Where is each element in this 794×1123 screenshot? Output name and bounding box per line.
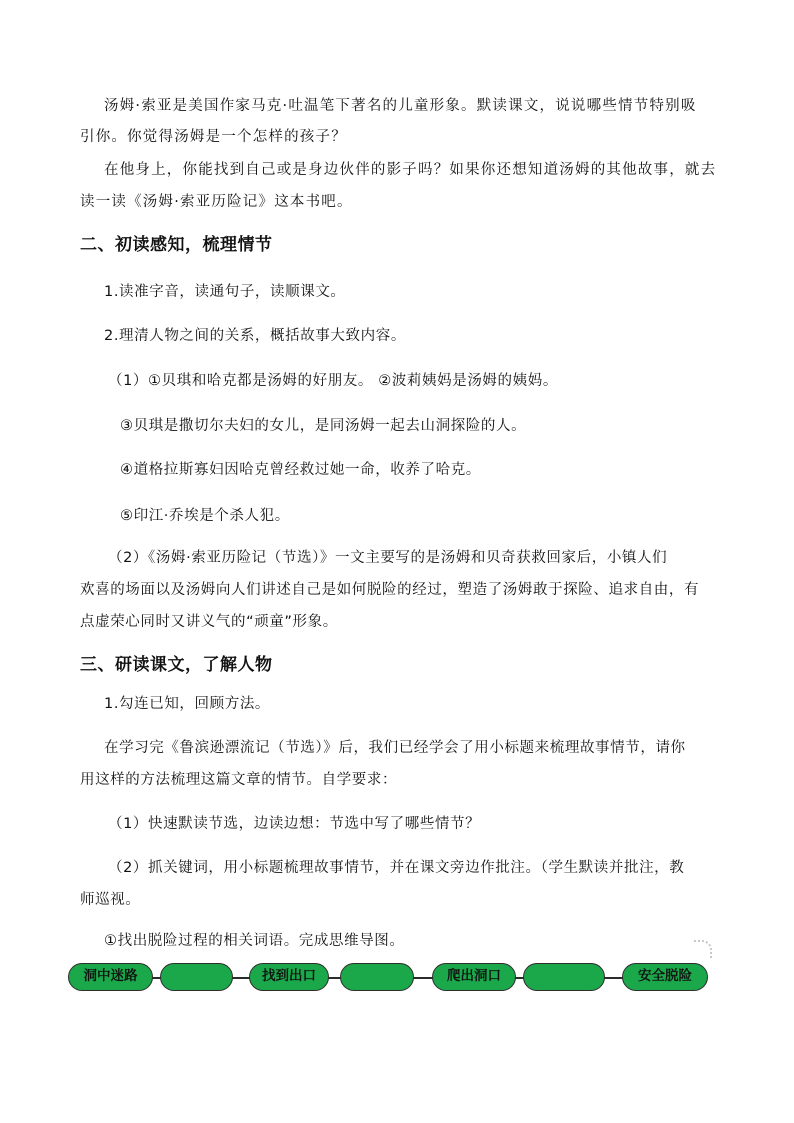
mindmap-node-blank-1[interactable] [160,963,233,991]
section2-item-2: 2.理清人物之间的关系，概括故事大致内容。 [104,328,406,344]
section2-item-1: 1.读准字音，读通句子，读顺课文。 [104,284,346,300]
mindmap-node-find-exit: 找到出口 [249,963,329,991]
requirement-2-line-1: （2）抓关键词，用小标题梳理故事情节，并在课文旁边作批注。（学生默读并批注，教 [108,860,685,876]
relation-3: ③贝琪是撒切尔夫妇的女儿，是同汤姆一起去山洞探险的人。 [120,418,527,434]
task-instruction: ①找出脱险过程的相关词语。完成思维导图。 [104,933,405,949]
section-heading-2: 二、初读感知，梳理情节 [80,235,273,255]
decorative-corner [694,940,712,958]
relation-4: ④道格拉斯寡妇因哈克曾经救过她一命，收养了哈克。 [120,462,481,478]
summary-line-3: 点虚荣心同时又讲义气的“顽童”形象。 [80,614,338,630]
requirement-2-line-2: 师巡视。 [80,892,141,908]
method-para-line-1: 在学习完《鲁滨逊漂流记（节选）》后，我们已经学会了用小标题来梳理故事情节，请你 [104,740,686,756]
summary-line-2: 欢喜的场面以及汤姆向人们讲述自己是如何脱险的经过，塑造了汤姆敢于探险、追求自由，有 [80,582,700,598]
intro-line-2: 引你。你觉得汤姆是一个怎样的孩子？ [80,129,347,145]
method-para-line-2: 用这样的方法梳理这篇文章的情节。自学要求： [80,772,398,788]
relation-1: （1）①贝琪和哈克都是汤姆的好朋友。 ②波莉姨妈是汤姆的姨妈。 [108,373,558,389]
mindmap-node-blank-2[interactable] [340,963,414,991]
intro-line-4: 读一读《汤姆·索亚历险记》这本书吧。 [80,194,353,210]
intro-line-1: 汤姆·索亚是美国作家马克·吐温笔下著名的儿童形象。默读课文，说说哪些情节特别吸 [104,98,697,114]
relation-5: ⑤印江·乔埃是个杀人犯。 [120,508,290,524]
mindmap-node-blank-3[interactable] [523,963,605,991]
mindmap-node-lost-in-cave: 洞中迷路 [68,963,153,991]
summary-line-1: （2）《汤姆·索亚历险记（节选）》一文主要写的是汤姆和贝奇获救回家后，小镇人们 [108,550,668,566]
section-heading-3: 三、研读课文，了解人物 [80,655,273,675]
mindmap-node-safe-escape: 安全脱险 [622,963,708,991]
intro-line-3: 在他身上，你能找到自己或是身边伙伴的影子吗？如果你还想知道汤姆的其他故事，就去 [104,162,717,178]
section3-item-1: 1.勾连已知，回顾方法。 [104,696,271,712]
mindmap-node-climb-out: 爬出洞口 [432,963,516,991]
requirement-1: （1）快速默读节选，边读边想：节选中写了哪些情节？ [108,816,481,832]
